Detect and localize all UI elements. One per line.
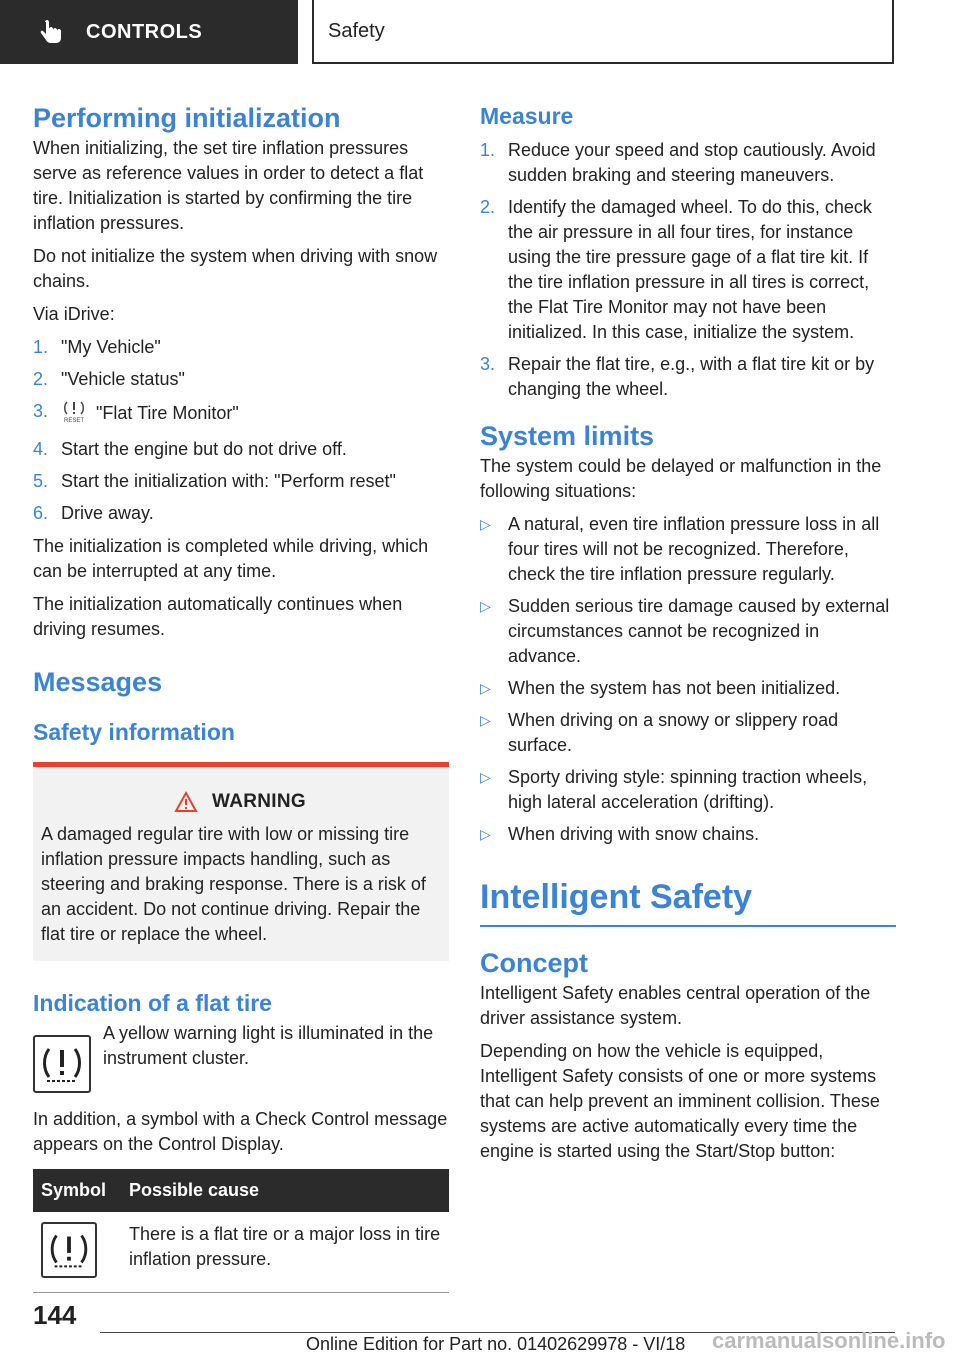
heading-rule: [480, 925, 896, 927]
list-item: [33, 367, 449, 392]
triangle-bullet-icon: ▷: [480, 598, 491, 614]
step-number: 3.: [480, 354, 496, 374]
step-number: 1.: [480, 140, 496, 160]
bullet-text: A natural, even tire inflation pressure loss in all four tires will not be recognized. Therefore, check the tire inflation pressure regularly.: [508, 514, 880, 584]
table-cell-symbol: [33, 1212, 121, 1293]
list-item: [33, 399, 449, 430]
paragraph: The initialization is completed while driving, which can be interrupted at any time.: [33, 536, 429, 581]
bullet-text: Sporty driving style: spinning traction wheels, high lateral acceleration (drifting).: [508, 767, 868, 812]
measure-steps: [480, 138, 896, 402]
step-number: 2.: [33, 369, 49, 389]
paragraph: A yellow warning light is illuminated in the instrument cluster.: [103, 1023, 434, 1068]
step-text: Start the engine but do not drive off.: [61, 439, 347, 459]
init-heading: Performing initialization: [33, 103, 341, 133]
paragraph: When initializing, the set tire inflation pressures serve as reference values in order to detect a flat tire. Initialization is started by confirming the tire inflation pressures.: [33, 138, 424, 233]
table-row: [33, 1212, 449, 1293]
paragraph: The system could be delayed or malfunction in the following situations:: [480, 456, 882, 501]
right-column: [480, 100, 896, 1172]
paragraph: Do not initialize the system when driving with snow chains.: [33, 246, 438, 291]
step-number: 5.: [33, 471, 49, 491]
chapter-tab: [0, 0, 298, 64]
bullet-text: Sudden serious tire damage caused by external circumstances cannot be recognized in advance.: [508, 596, 890, 666]
warning-box: [33, 762, 449, 961]
safety-info-heading: Safety information: [33, 719, 235, 745]
triangle-bullet-icon: ▷: [480, 826, 491, 842]
tire-reset-icon: [61, 399, 87, 430]
paragraph: In addition, a symbol with a Check Control message appears on the Control Display.: [33, 1109, 448, 1154]
step-text: "Vehicle status": [61, 369, 185, 389]
init-steps: [33, 335, 449, 526]
list-item: [480, 822, 896, 847]
list-item: [480, 512, 896, 587]
bullet-text: When driving with snow chains.: [508, 824, 760, 844]
intelligent-safety-heading: Intelligent Safety: [480, 878, 753, 916]
messages-heading: Messages: [33, 667, 163, 697]
paragraph: The initialization automatically continues when driving resumes.: [33, 594, 403, 639]
edition-text: Online Edition for Part no. 01402629978 - VI/18: [306, 1334, 686, 1354]
step-text: "Flat Tire Monitor": [91, 403, 239, 423]
flat-tire-warning-icon: [33, 1035, 91, 1093]
limits-list: [480, 512, 896, 847]
section-label: Safety: [328, 19, 385, 42]
list-item: [33, 469, 449, 494]
step-text: Drive away.: [61, 503, 154, 523]
warning-triangle-icon: [174, 791, 198, 813]
list-item: [480, 138, 896, 188]
symbol-table: [33, 1169, 449, 1293]
warning-title: [41, 789, 439, 814]
paragraph: Via iDrive:: [33, 304, 115, 324]
list-item: [480, 352, 896, 402]
bullet-text: When driving on a snowy or slippery road surface.: [508, 710, 839, 755]
step-text: Reduce your speed and stop cautiously. Avoid sudden braking and steering maneuvers.: [508, 140, 876, 185]
list-item: [480, 676, 896, 701]
svg-text:RESET: RESET: [63, 418, 85, 423]
left-column: [33, 100, 449, 1293]
bullet-text: When the system has not been initialized.: [508, 678, 841, 698]
step-text: Start the initialization with: "Perform reset": [61, 471, 396, 491]
list-item: [480, 708, 896, 758]
step-number: 4.: [33, 439, 49, 459]
section-header: [312, 0, 894, 64]
triangle-bullet-icon: ▷: [480, 680, 491, 696]
paragraph: Depending on how the vehicle is equipped, Intelligent Safety consists of one or more systems that can help prevent an imminent collision. These systems are active automatically every time the engine is started using the Start/Stop button:: [480, 1041, 880, 1161]
chapter-label: CONTROLS: [86, 20, 203, 43]
table-cell-cause: There is a flat tire or a major loss in tire inflation pressure.: [121, 1212, 449, 1293]
step-number: 2.: [480, 197, 496, 217]
measure-heading: Measure: [480, 103, 574, 129]
step-text: "My Vehicle": [61, 337, 161, 357]
flat-tire-indicator: [33, 1025, 449, 1093]
flat-tire-heading: Indication of a flat tire: [33, 990, 272, 1016]
triangle-bullet-icon: ▷: [480, 712, 491, 728]
step-number: 6.: [33, 503, 49, 523]
page-number: 144: [33, 1300, 77, 1330]
triangle-bullet-icon: ▷: [480, 769, 491, 785]
limits-heading: System limits: [480, 421, 655, 451]
concept-heading: Concept: [480, 948, 588, 978]
list-item: [480, 594, 896, 669]
warning-text: A damaged regular tire with low or missing tire inflation pressure impacts handling, such as steering and braking response. There is a risk of an accident. Do not continue driving. Repair the flat tire or replace the wheel.: [41, 824, 426, 944]
step-text: Identify the damaged wheel. To do this, check the air pressure in all four tires, for instance using the tire pressure gage of a flat tire kit. If the tire inflation pressure in all tires is correct, the Flat Tire Monitor may not have been initialized. In this case, initialize the system.: [508, 197, 872, 342]
list-item: [33, 335, 449, 360]
watermark: carmanualsonline.info: [712, 1328, 946, 1353]
flat-tire-warning-icon: [41, 1222, 97, 1278]
step-number: 1.: [33, 337, 49, 357]
warning-label: WARNING: [212, 791, 306, 812]
step-number: 3.: [33, 401, 49, 421]
step-text: Repair the flat tire, e.g., with a flat tire kit or by changing the wheel.: [508, 354, 875, 399]
hand-pointer-icon: [40, 19, 66, 45]
triangle-bullet-icon: ▷: [480, 516, 491, 532]
table-header: Symbol: [33, 1169, 121, 1212]
table-header: Possible cause: [121, 1169, 449, 1212]
list-item: [33, 437, 449, 462]
list-item: [480, 765, 896, 815]
list-item: [33, 501, 449, 526]
paragraph: Intelligent Safety enables central operation of the driver assistance system.: [480, 983, 871, 1028]
list-item: [480, 195, 896, 345]
